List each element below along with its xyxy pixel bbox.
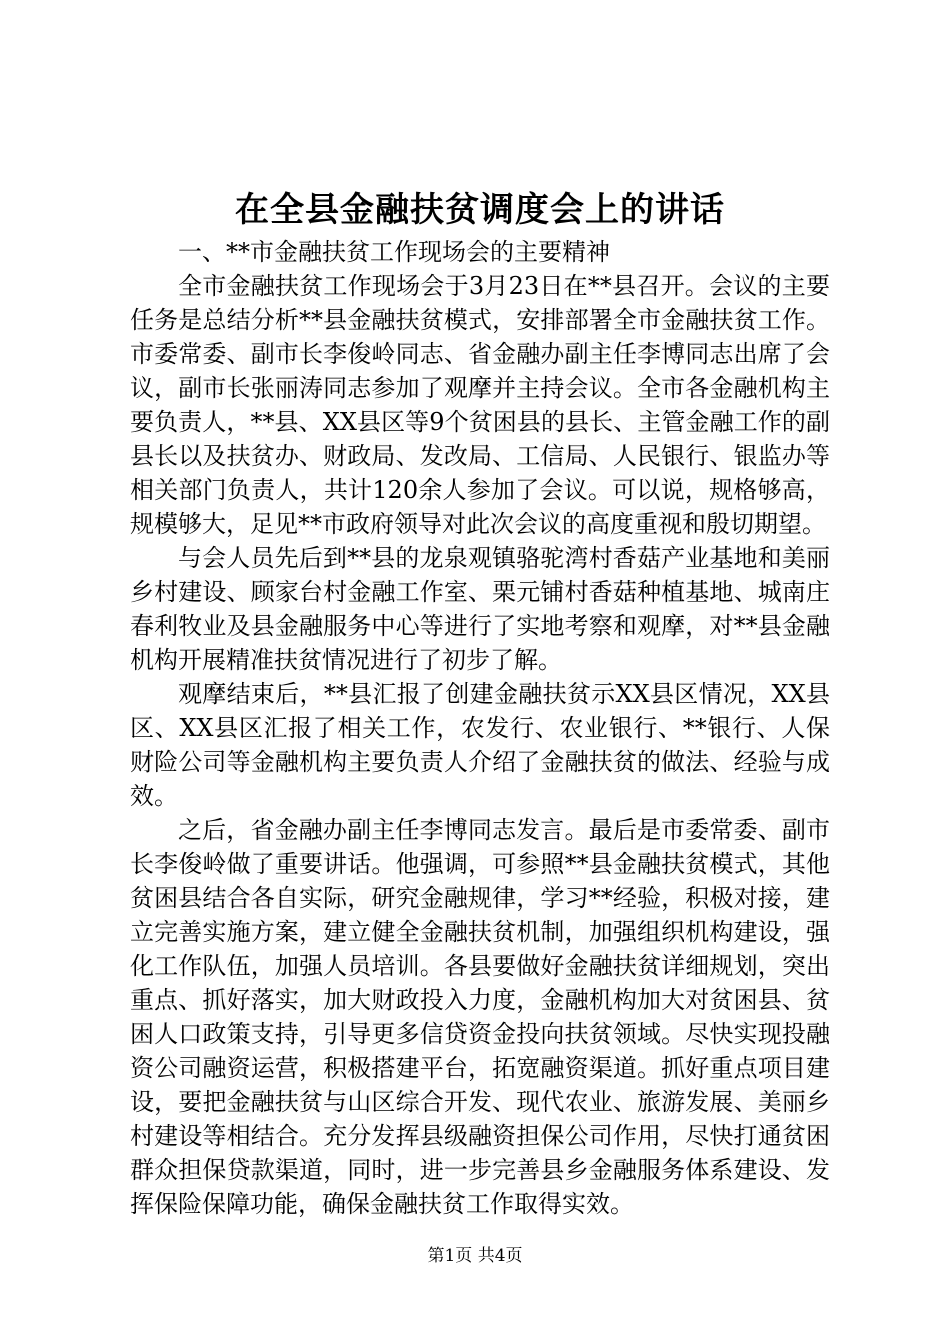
body-paragraph: 与会人员先后到**县的龙泉观镇骆驼湾村香菇产业基地和美丽乡村建设、顾家台村金融工作室、栗元铺村香菇种植基地、城南庄春利牧业及县金融服务中心等进行了实地考察和观摩，对**县金融机构开展精准扶贫情况进行了初步了解。 <box>130 544 830 674</box>
body-paragraph: 之后，省金融办副主任李博同志发言。最后是市委常委、副市长李俊岭做了重要讲话。他强调，可参照**县金融扶贫模式，其他贫困县结合各自实际，研究金融规律，学习**经验，积极对接，建立完善实施方案，建立健全金融扶贫机制，加强组织机构建设，强化工作队伍，加强人员培训。各县要做好金融扶贫详细规划，突出重点、抓好落实，加大财政投入力度，金融机构加大对贫困县、贫困人口政策支持，引导更多信贷资金投向扶贫领域。尽快实现投融资公司融资运营，积极搭建平台，拓宽融资渠道。抓好重点项目建设，要把金融扶贫与山区综合开发、现代农业、旅游发展、美丽乡村建设等相结合。充分发挥县级融资担保公司作用，尽快打通贫困群众担保贷款渠道，同时，进一步完善县乡金融服务体系建设、发挥保险保障功能，确保金融扶贫工作取得实效。 <box>130 816 830 1218</box>
page-footer: 第1页 共4页 <box>427 1246 523 1266</box>
section-heading: 一、**市金融扶贫工作现场会的主要精神 <box>178 238 610 266</box>
body-paragraph: 全市金融扶贫工作现场会于3月23日在**县召开。会议的主要任务是总结分析**县金融扶贫模式，安排部署全市金融扶贫工作。市委常委、副市长李俊岭同志、省金融办副主任李博同志出席了会议，副市长张丽涛同志参加了观摩并主持会议。全市各金融机构主要负责人，**县、XX县区等9个贫困县的县长、主管金融工作的副县长以及扶贫办、财政局、发改局、工信局、人民银行、银监办等相关部门负责人，共计120余人参加了会议。可以说，规格够高，规模够大，足见**市政府领导对此次会议的高度重视和殷切期望。 <box>130 272 830 538</box>
body-paragraph: 观摩结束后，**县汇报了创建金融扶贫示XX县区情况，XX县区、XX县区汇报了相关工作，农发行、农业银行、**银行、人保财险公司等金融机构主要负责人介绍了金融扶贫的做法、经验与成效。 <box>130 680 830 810</box>
document-page <box>130 185 830 1221</box>
document-title: 在全县金融扶贫调度会上的讲话 <box>235 190 725 230</box>
